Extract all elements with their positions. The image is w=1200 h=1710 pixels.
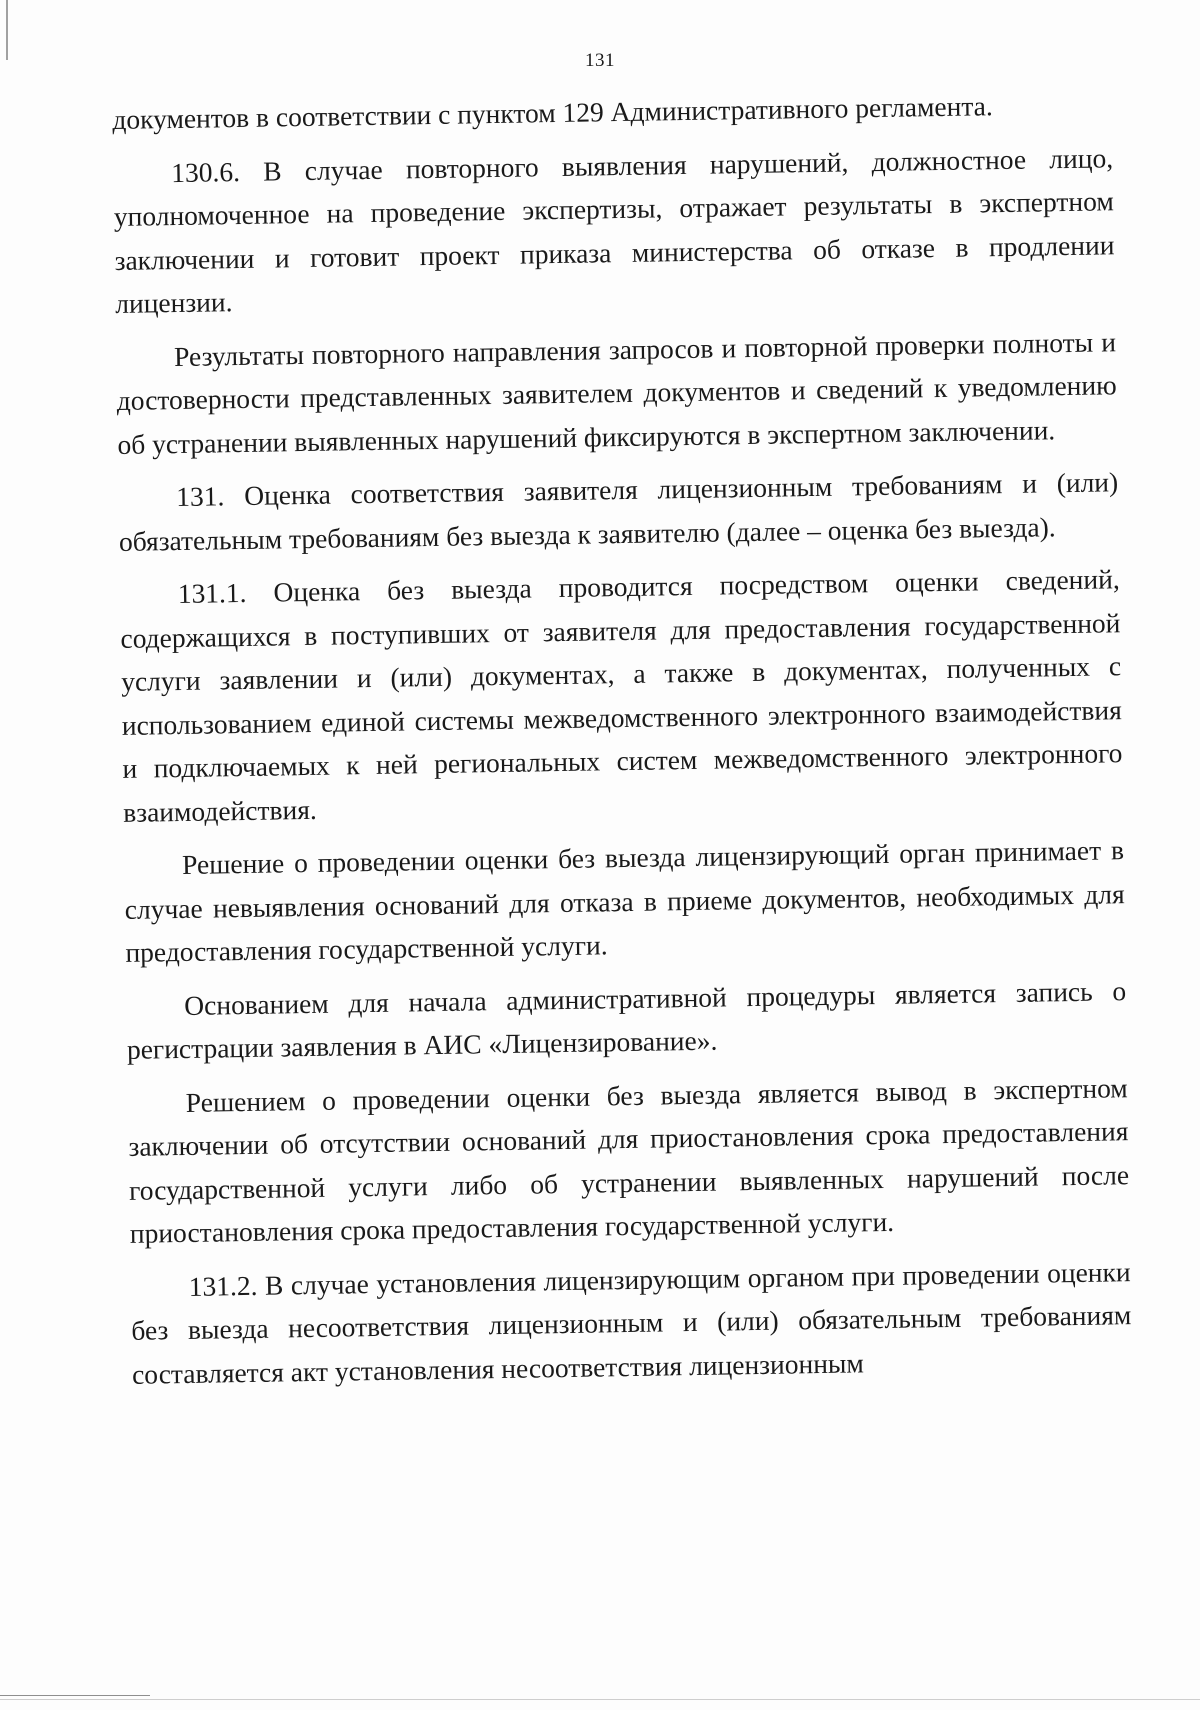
paragraph-131-1: 131.1. Оценка без выезда проводится посредством оценки сведений, содержащихся в поступивших от заявителя для предоставления государственной услуги заявлении и (или) документах, а также в документах, полученных с использованием единой системы межведомственного электронного взаимодействия и подключаемых к ней региональных систем межведомственного электронного взаимодействия. — [120, 563, 1123, 828]
paragraph-repeat-results: Результаты повторного направления запросов и повторной проверки полноты и достоверности представленных заявителем документов и сведений к уведомлению об устранении выявленных нарушений фиксируются в экспертном заключении. — [116, 325, 1117, 460]
paragraph-decision: Решение о проведении оценки без выезда лицензирующий орган принимает в случае невыявления оснований для отказа в приеме документов, необходимых для предоставления государственной услуги. — [124, 834, 1125, 968]
paragraph-basis: Основанием для начала административной процедуры является запись о регистрации заявления в АИС «Лицензирование». — [126, 974, 1127, 1065]
paragraph-131-2: 131.2. В случае установления лицензирующим органом при проведении оценки без выезда несоответствия лицензионным и (или) обязательным требованиям составляется акт установления несоответствия лицензионным — [131, 1255, 1132, 1390]
paragraph-continued: документов в соответствии с пунктом 129 Административного регламента. — [112, 90, 993, 135]
scan-bottom-edge — [0, 1699, 1200, 1700]
paragraph-decision-result: Решением о проведении оценки без выезда является вывод в экспертном заключении об отсутствии оснований для приостановления срока предоставления государственной услуги либо об устранении выявленных нарушений после приостановления срока предоставления государственной услуги. — [128, 1071, 1130, 1249]
paragraph-131: 131. Оценка соответствия заявителя лицензионным требованиям и (или) обязательным требованиям без выезда к заявителю (далее – оценка без выезда). — [118, 466, 1119, 557]
document-body — [112, 82, 1132, 1406]
paragraph-130-6: 130.6. В случае повторного выявления нарушений, должностное лицо, уполномоченное на проведение экспертизы, отражает результаты в экспертном заключении и готовит проект приказа министерства об отказе в продлении лицензии. — [113, 141, 1115, 319]
scan-bottom-rule — [0, 1695, 150, 1696]
page-number: 131 — [585, 50, 615, 71]
